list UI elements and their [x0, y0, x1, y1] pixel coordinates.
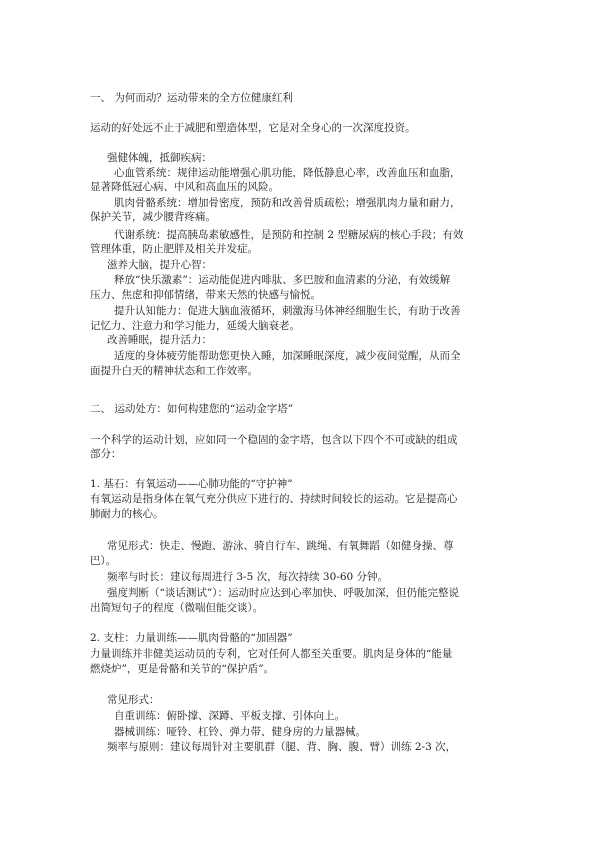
section-2-heading: 二、 运动处方：如何构建您的“运动金字塔” — [90, 403, 294, 415]
group-2-title: 滋养大脑，提升心智： — [107, 259, 212, 271]
pyramid-2-forms-title: 常见形式： — [107, 694, 160, 706]
happy-line-1: 释放“快乐激素”：运动能促进内啡肽、多巴胺和血清素的分泌，有效缓解 — [114, 274, 451, 286]
group-1-title: 强健体魄，抵御疾病： — [107, 152, 212, 164]
pyramid-1-title: 1. 基石：有氧运动——心肺功能的“守护神” — [90, 478, 293, 490]
pyramid-1-frequency: 频率与时长：建议每周进行 3-5 次，每次持续 30-60 分钟。 — [107, 571, 389, 583]
happy-line-2: 压力、焦虑和抑郁情绪，带来天然的快感与愉悦。 — [90, 289, 321, 301]
pyramid-2-frequency: 频率与原则：建议每周针对主要肌群（腿、背、胸、腹、臂）训练 2-3 次， — [107, 741, 457, 753]
cognition-line-1: 提升认知能力：促进大脑血液循环，刺激海马体神经细胞生长，有助于改善 — [114, 305, 461, 317]
pyramid-2-title: 2. 支柱：力量训练——肌肉骨骼的“加固器” — [90, 632, 293, 644]
section-2-intro-line-1: 一个科学的运动计划，应如同一个稳固的金字塔，包含以下四个不可或缺的组成 — [90, 434, 458, 446]
cognition-line-2: 记忆力、注意力和学习能力，延缓大脑衰老。 — [90, 320, 300, 332]
pyramid-2-desc-line-1: 力量训练并非健美运动员的专利，它对任何人都至关重要。肌肉是身体的“能量 — [90, 648, 453, 660]
pyramid-2-desc-line-2: 燃烧炉”，更是骨骼和关节的“保护盾”。 — [90, 663, 275, 675]
section-1-intro: 运动的好处远不止于减肥和塑造体型，它是对全身心的一次深度投资。 — [90, 122, 416, 134]
musculo-line-1: 肌肉骨骼系统：增加骨密度，预防和改善骨质疏松；增强肌肉力量和耐力， — [114, 197, 461, 209]
section-2-intro-line-2: 部分： — [90, 448, 122, 460]
sleep-line-2: 面提升白天的精神状态和工作效率。 — [90, 365, 258, 377]
pyramid-1-desc-line-2: 肺耐力的核心。 — [90, 508, 164, 520]
pyramid-2-equipment: 器械训练：哑铃、杠铃、弹力带、健身房的力量器械。 — [114, 726, 366, 738]
pyramid-1-forms-line-2: 巴）。 — [90, 555, 117, 567]
cardio-line-2: 显著降低冠心病、中风和高血压的风险。 — [90, 181, 279, 193]
sleep-line-1: 适度的身体疲劳能帮助您更快入睡，加深睡眠深度，减少夜间觉醒，从而全 — [114, 350, 461, 362]
pyramid-2-bodyweight: 自重训练：俯卧撑、深蹲、平板支撑、引体向上。 — [114, 710, 345, 722]
pyramid-1-desc-line-1: 有氧运动是指身体在氧气充分供应下进行的、持续时间较长的运动。它是提高心 — [90, 493, 458, 505]
group-3-title: 改善睡眠，提升活力： — [107, 334, 212, 346]
section-1-heading: 一、 为何而动？运动带来的全方位健康红利 — [90, 92, 293, 104]
pyramid-1-intensity-line-2: 出简短句子的程度（微喘但能交谈）。 — [90, 602, 264, 614]
metab-line-1: 代谢系统：提高胰岛素敏感性，是预防和控制 2 型糖尿病的核心手段；有效 — [114, 229, 464, 241]
cardio-line-1: 心血管系统：规律运动能增强心肌功能，降低静息心率，改善血压和血脂， — [114, 167, 461, 179]
pyramid-1-forms-line-1: 常见形式：快走、慢跑、游泳、骑自行车、跳绳、有氧舞蹈（如健身操、尊 — [107, 540, 454, 552]
musculo-line-2: 保护关节，减少腰背疼痛。 — [90, 211, 216, 223]
metab-line-2: 管理体重，防止肥胖及相关并发症。 — [90, 243, 258, 255]
pyramid-1-intensity-line-1: 强度判断（“谈话测试”）：运动时应达到心率加快、呼吸加深，但仍能完整说 — [107, 587, 459, 599]
